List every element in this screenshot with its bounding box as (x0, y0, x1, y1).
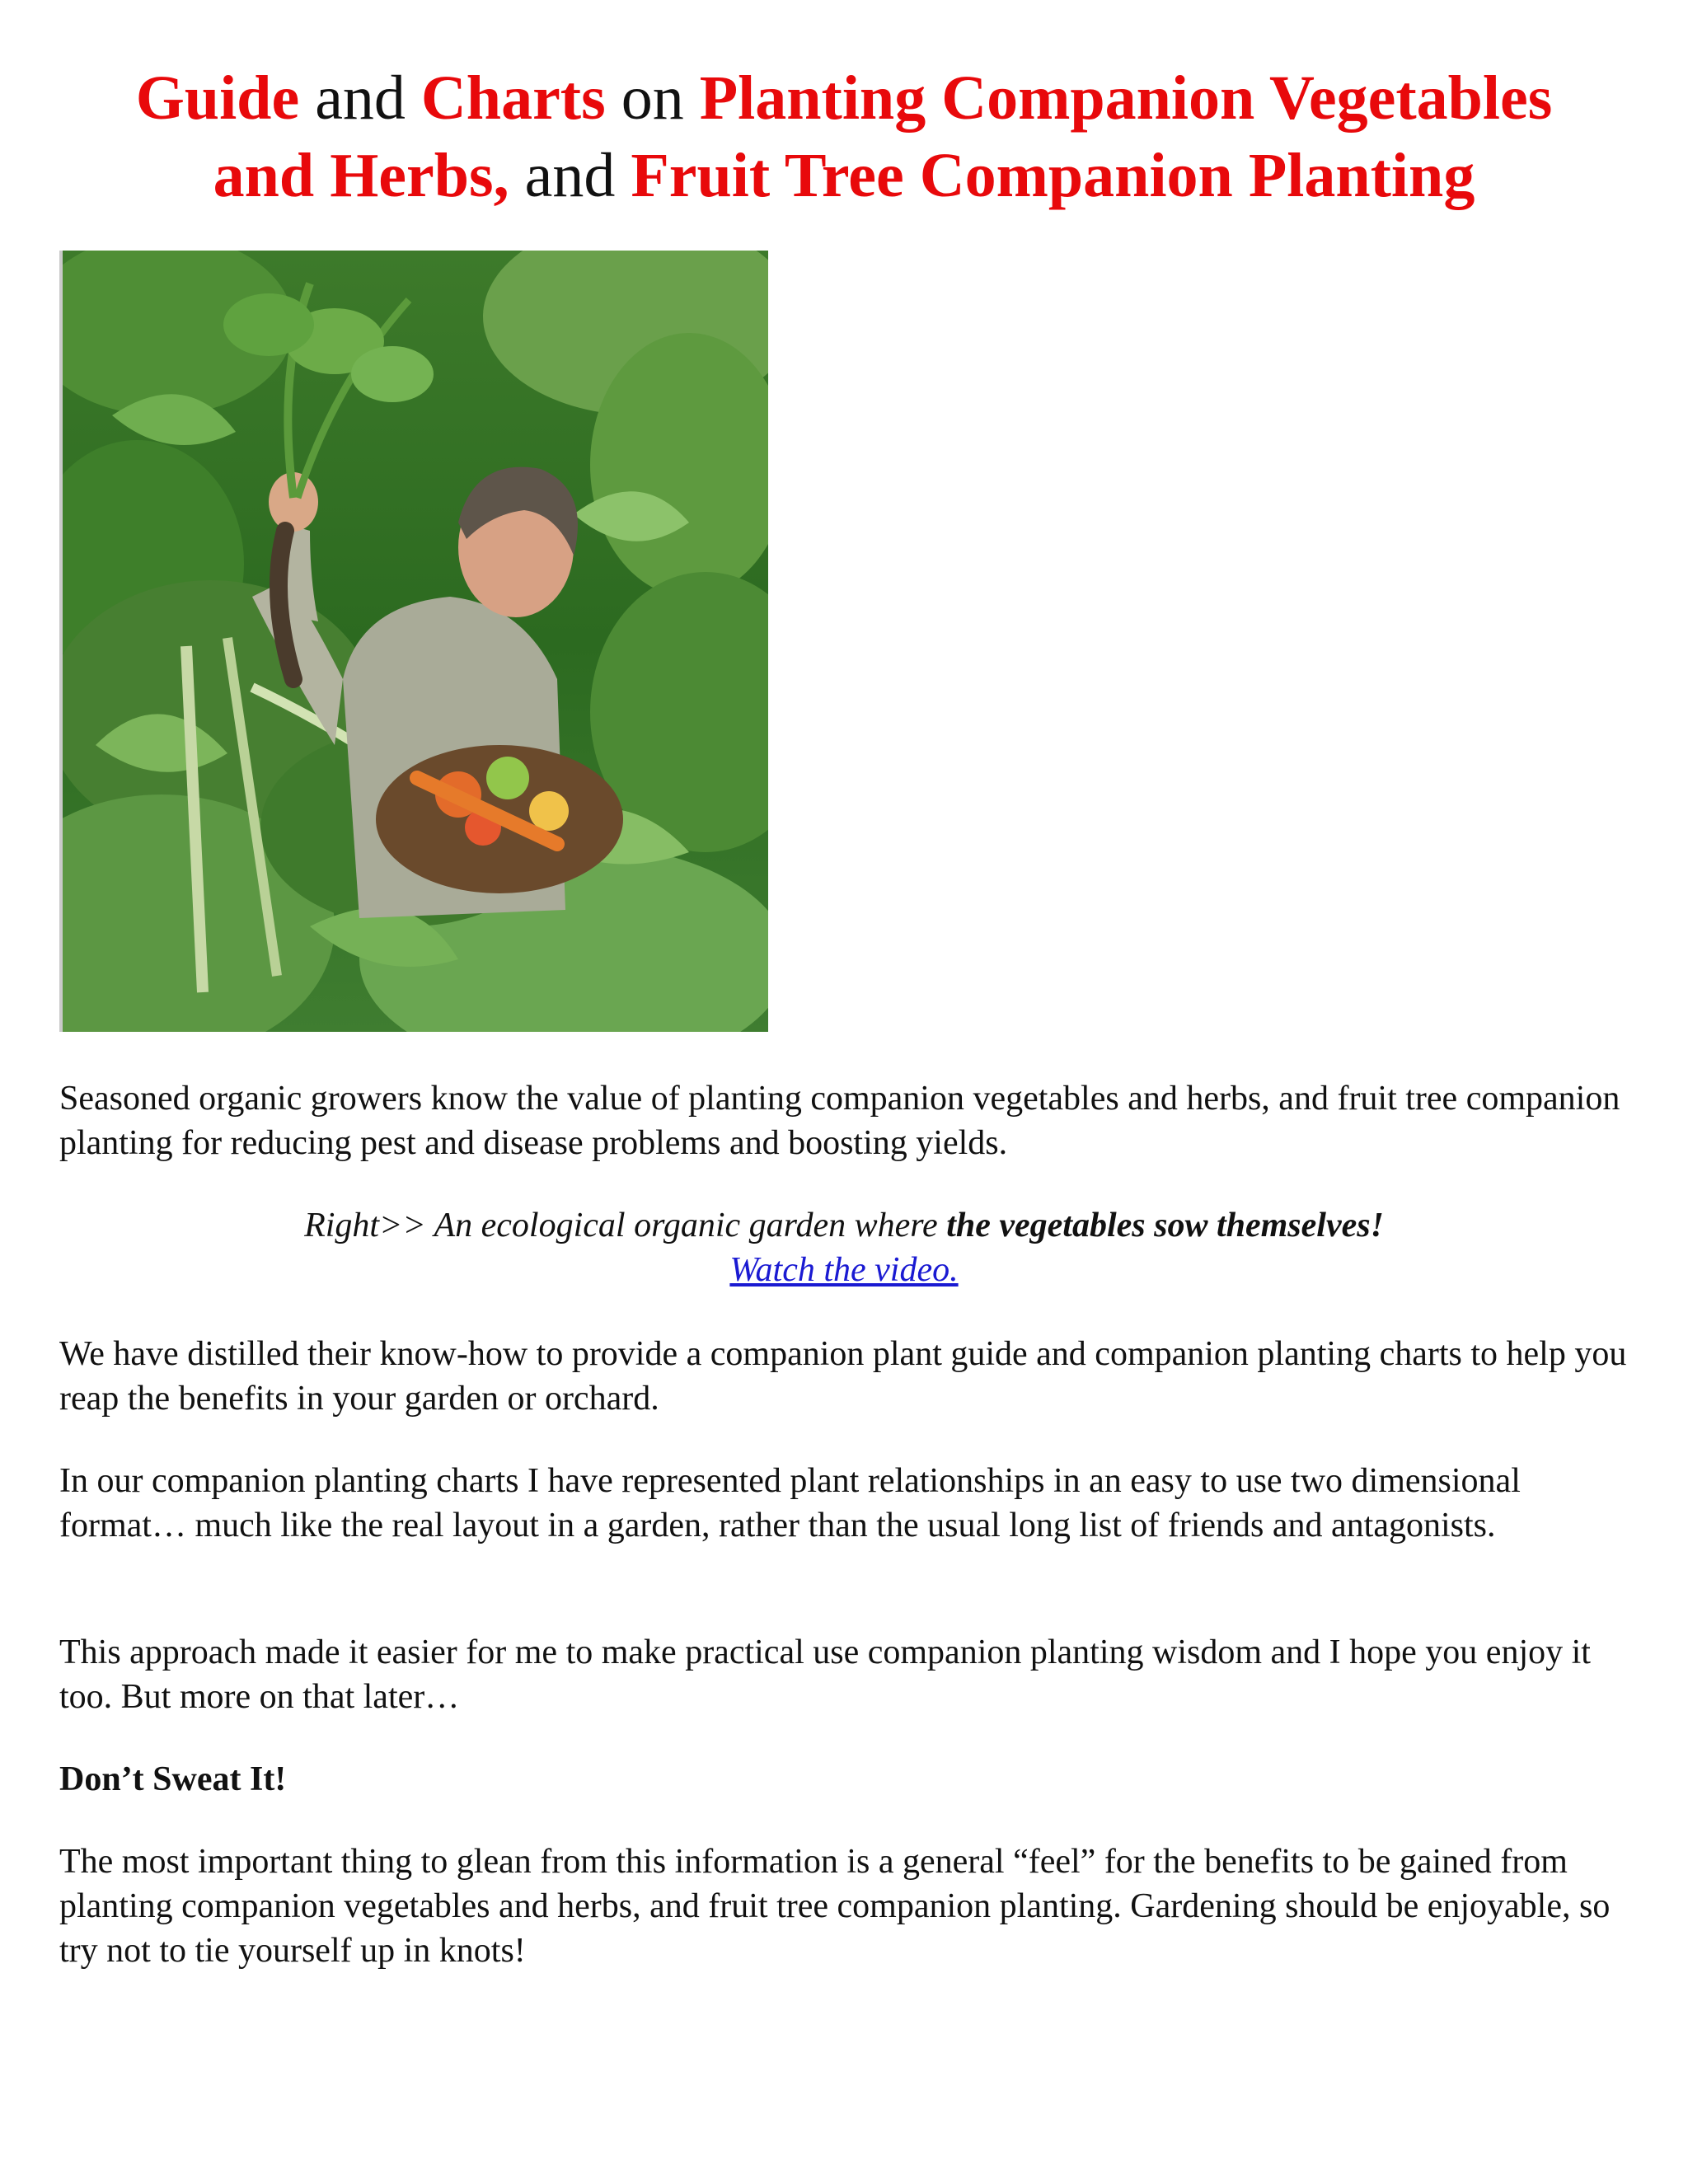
title-guide: Guide (135, 63, 300, 133)
charts-format-paragraph: In our companion planting charts I have represented plant relationships in an easy to use two dimensional format… much like the real layout in a garden, rather than the usual long list of friends and antagonists. (59, 1462, 1521, 1544)
title-and-1: and (299, 63, 421, 133)
caption-prefix: Right>> An ecological organic garden where (304, 1207, 947, 1244)
knowhow-paragraph: We have distilled their know-how to provide a companion plant guide and companion planting charts to help you reap the benefits in your garden or orchard. (59, 1335, 1627, 1418)
section-heading: Don’t Sweat It! (59, 1760, 287, 1798)
gardener-harvesting-vegetables-photo-icon (63, 251, 768, 1032)
title-fruit-tree-companion-planting: Fruit Tree Companion Planting (631, 141, 1475, 210)
title-planting-companion-vegetables: Planting Companion Vegetables (699, 63, 1553, 133)
watch-video-link[interactable]: Watch the video. (729, 1251, 959, 1289)
caption-emphasis: the vegetables sow themselves! (946, 1207, 1384, 1244)
feel-paragraph: The most important thing to glean from this information is a general “feel” for the benefits to be gained from planting companion vegetables and herbs, and fruit tree companion planting. Gardening should be enjoyable, so try not to tie yourself up in knots! (59, 1843, 1611, 1970)
approach-paragraph: This approach made it easier for me to make practical use companion planting wisdom and I hope you enjoy it too. But more on that later… (59, 1633, 1591, 1716)
intro-paragraph: Seasoned organic growers know the value of planting companion vegetables and herbs, and fruit tree companion planting for reducing pest and disease problems and boosting yields. (59, 1080, 1620, 1162)
title-on: on (605, 63, 700, 133)
title-and-herbs: and Herbs, (213, 141, 509, 210)
photo-caption (59, 1203, 1629, 1292)
gardener-photo (59, 251, 768, 1032)
page-title (49, 59, 1639, 214)
title-charts: Charts (420, 63, 606, 133)
title-and-2: and (509, 141, 631, 210)
